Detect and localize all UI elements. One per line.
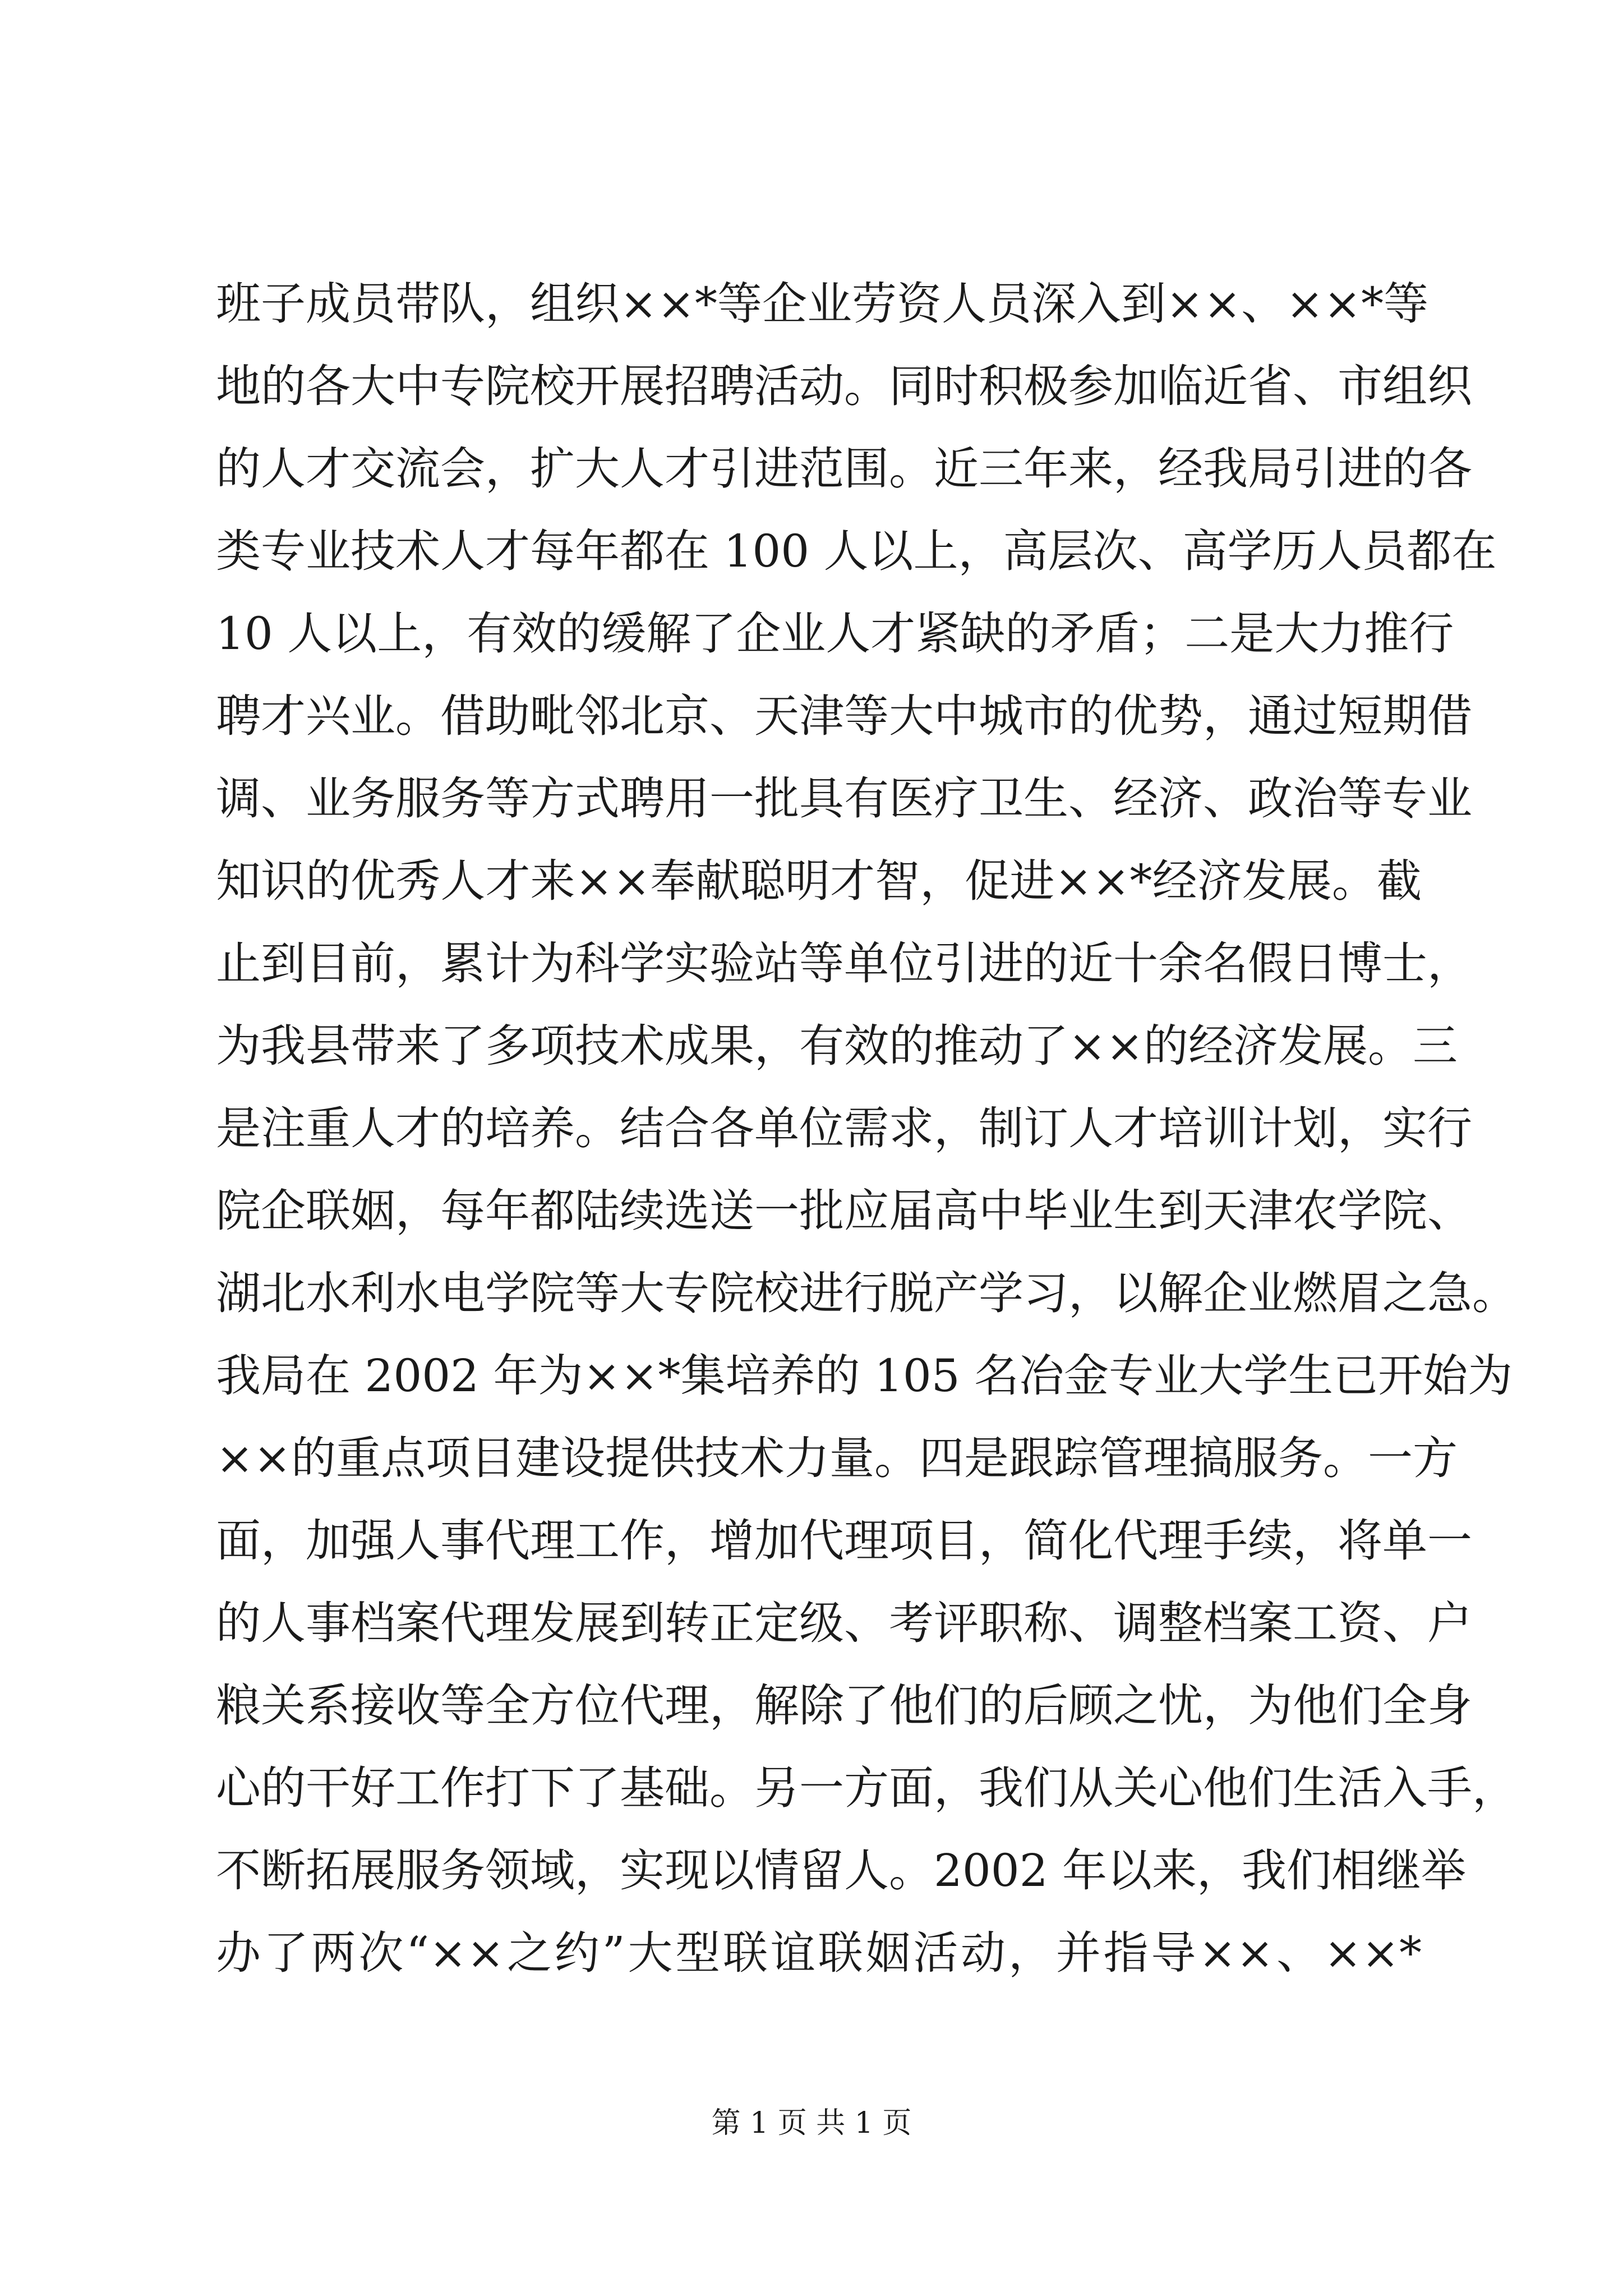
text-line: 班子成员带队，组织××*等企业劳资人员深入到××、××*等 (216, 278, 1429, 330)
text-line: 心的干好工作打下了基础。另一方面，我们从关心他们生活入手， (216, 1762, 1517, 1814)
text-line: 地的各大中专院校开展招聘活动。同时积极参加临近省、市组织 (216, 360, 1472, 412)
text-line: 不断拓展服务领域，实现以情留人。2002 年以来，我们相继举 (216, 1844, 1467, 1897)
text-line: 的人事档案代理发展到转正定级、考评职称、调整档案工资、户 (216, 1597, 1472, 1649)
page-number: 第 1 页 共 1 页 (711, 2106, 912, 2140)
text-line: 类专业技术人才每年都在 100 人以上，高层次、高学历人员都在 (216, 525, 1497, 577)
text-line: 院企联姻，每年都陆续选送一批应届高中毕业生到天津农学院、 (216, 1185, 1472, 1237)
text-line: ××的重点项目建设提供技术力量。四是跟踪管理搞服务。一方 (216, 1432, 1458, 1484)
text-line: 湖北水利水电学院等大专院校进行脱产学习，以解企业燃眉之急。 (216, 1267, 1517, 1319)
text-line: 粮关系接收等全方位代理，解除了他们的后顾之忧，为他们全身 (216, 1680, 1472, 1732)
text-line: 聘才兴业。借助毗邻北京、天津等大中城市的优势，通过短期借 (216, 690, 1472, 742)
text-line: 知识的优秀人才来××奉献聪明才智，促进××*经济发展。截 (216, 855, 1422, 907)
text-line: 我局在 2002 年为××*集培养的 105 名冶金专业大学生已开始为 (216, 1350, 1513, 1402)
text-line: 10 人以上，有效的缓解了企业人才紧缺的矛盾；二是大力推行 (216, 608, 1454, 660)
text-line: 办了两次“××之约”大型联谊联姻活动，并指导××、××* (216, 1927, 1422, 1979)
text-line: 止到目前，累计为科学实验站等单位引进的近十余名假日博士， (216, 937, 1472, 990)
text-line: 调、业务服务等方式聘用一批具有医疗卫生、经济、政治等专业 (216, 772, 1472, 825)
text-line: 的人才交流会，扩大人才引进范围。近三年来，经我局引进的各 (216, 443, 1472, 495)
text-line: 面，加强人事代理工作，增加代理项目，简化代理手续，将单一 (216, 1515, 1472, 1567)
text-line: 为我县带来了多项技术成果，有效的推动了××的经济发展。三 (216, 1020, 1458, 1072)
page-footer (0, 2104, 1623, 2143)
body-paragraph (216, 263, 1517, 1994)
text-line: 是注重人才的培养。结合各单位需求，制订人才培训计划，实行 (216, 1102, 1472, 1154)
